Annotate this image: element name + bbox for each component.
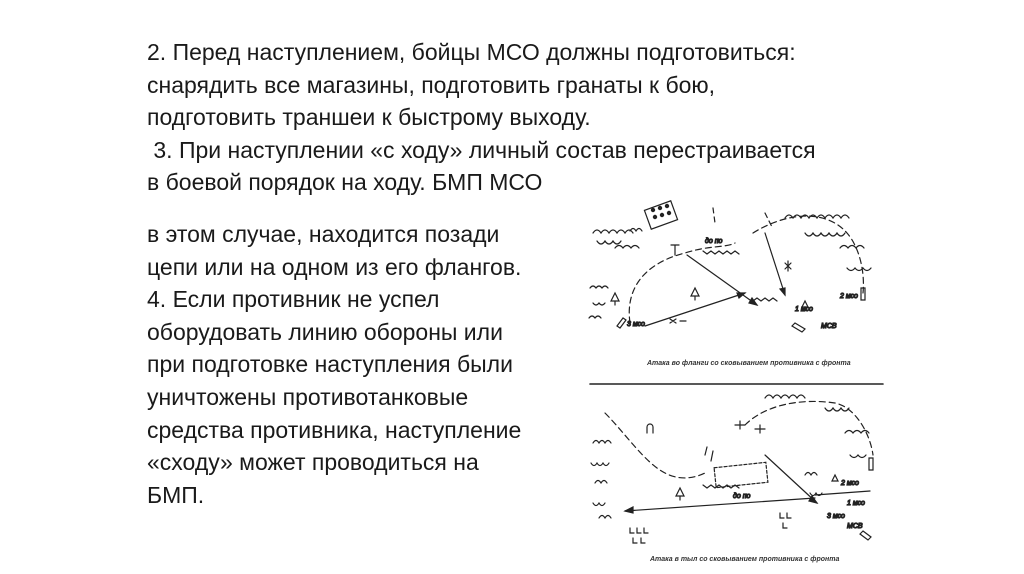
top-forest-left (593, 229, 642, 249)
bottom-vehicle-2 (860, 531, 871, 540)
left-text-block (147, 218, 564, 511)
para2-line-2: снарядить все магазины, подготовить гранаты к бою, (147, 71, 716, 98)
left-line-8: «сходу» может проводиться на (147, 449, 479, 476)
top-tree-2 (611, 293, 619, 305)
top-forest-left-low (589, 286, 608, 318)
left-paragraph (147, 218, 564, 511)
top-symbol-star (785, 261, 791, 271)
paragraph-3 (147, 134, 883, 199)
para2-line-3: подготовить траншеи к быстрому выходу. (147, 104, 591, 131)
top-vehicle-1 (792, 323, 805, 332)
bottom-symbol-arch (647, 424, 653, 433)
top-vehicle-3 (617, 318, 626, 328)
bottom-label-1-mso: 1 мсо (847, 500, 865, 507)
top-enemy-battery (644, 201, 677, 229)
top-tree-1 (691, 288, 699, 300)
bottom-label-msv: МСВ (847, 523, 863, 530)
bottom-caption: Атака в тыл со сковыванием противника с фронта (650, 556, 840, 563)
bottom-scheme (591, 395, 873, 543)
bottom-enemy-position (714, 462, 768, 487)
left-line-1: в этом случае, находится позади (147, 221, 500, 247)
top-label-msv: МСВ (821, 323, 837, 330)
top-scheme (589, 201, 871, 332)
bottom-arrow-3 (815, 491, 870, 495)
bottom-forest-mid (805, 473, 822, 496)
top-approach-right (753, 216, 863, 293)
top-caption: Атака во фланги со сковыванием противника с фронта (647, 360, 851, 367)
bottom-label-2-mso: 2 мсо (841, 480, 859, 487)
top-label-1-mso: 1 мсо (795, 306, 813, 313)
bottom-arrow-1-head (625, 507, 633, 513)
tactical-diagram (585, 193, 890, 568)
bottom-vehicle-1 (869, 458, 873, 470)
top-squad-mark-1 (670, 319, 686, 323)
top-arrow-1 (687, 255, 757, 305)
top-forest-right (785, 215, 871, 271)
bottom-approach-left (605, 413, 705, 478)
bottom-arrow-2 (765, 455, 817, 503)
top-symbol-t (671, 245, 679, 255)
bottom-label-do-po: до по (733, 493, 751, 500)
top-arrow-2 (765, 233, 785, 295)
top-approach-left (629, 243, 735, 323)
left-line-3: 4. Если противник не успел (147, 286, 440, 313)
bottom-approach-top (745, 401, 873, 455)
top-label-do-po: до по (705, 238, 723, 245)
bottom-forest-left (591, 441, 611, 519)
para3-line-1: 3. При наступлении «с ходу» личный состав перестраивается (147, 136, 816, 163)
bottom-label-3-mso: 3 мсо (827, 513, 845, 520)
bottom-symbol-cross-2 (755, 425, 765, 433)
bottom-arrow-1 (625, 498, 815, 511)
para2-line-1: 2. Перед наступлением, бойцы МСО должны подготовиться: (147, 39, 796, 65)
bottom-tree-2 (832, 475, 838, 481)
paragraph-2 (147, 36, 883, 134)
para3-line-2: в боевой порядок на ходу. БМП МСО (147, 169, 543, 196)
bottom-squad-marks (630, 513, 791, 543)
left-line-6: уничтожены противотанковые (147, 383, 469, 410)
left-line-7: средства противника, наступление (147, 416, 522, 443)
left-line-9: БМП. (147, 481, 205, 508)
bottom-symbol-cross-1 (735, 421, 745, 429)
top-label-3-mso: 3 мсо (627, 321, 645, 328)
top-text-block (147, 36, 883, 199)
bottom-forest-right (765, 395, 869, 458)
tactical-diagram-svg (585, 193, 890, 568)
top-arrow-2-head (780, 288, 785, 295)
top-label-2-mso: 2 мсо (840, 293, 858, 300)
left-line-2: цепи или на одном из его флангов. (147, 253, 522, 280)
bottom-tree-1 (676, 488, 684, 500)
left-line-5: при подготовке наступления были (147, 351, 513, 378)
left-line-4: оборудовать линию обороны или (147, 318, 503, 345)
top-approach-upper (713, 208, 773, 229)
